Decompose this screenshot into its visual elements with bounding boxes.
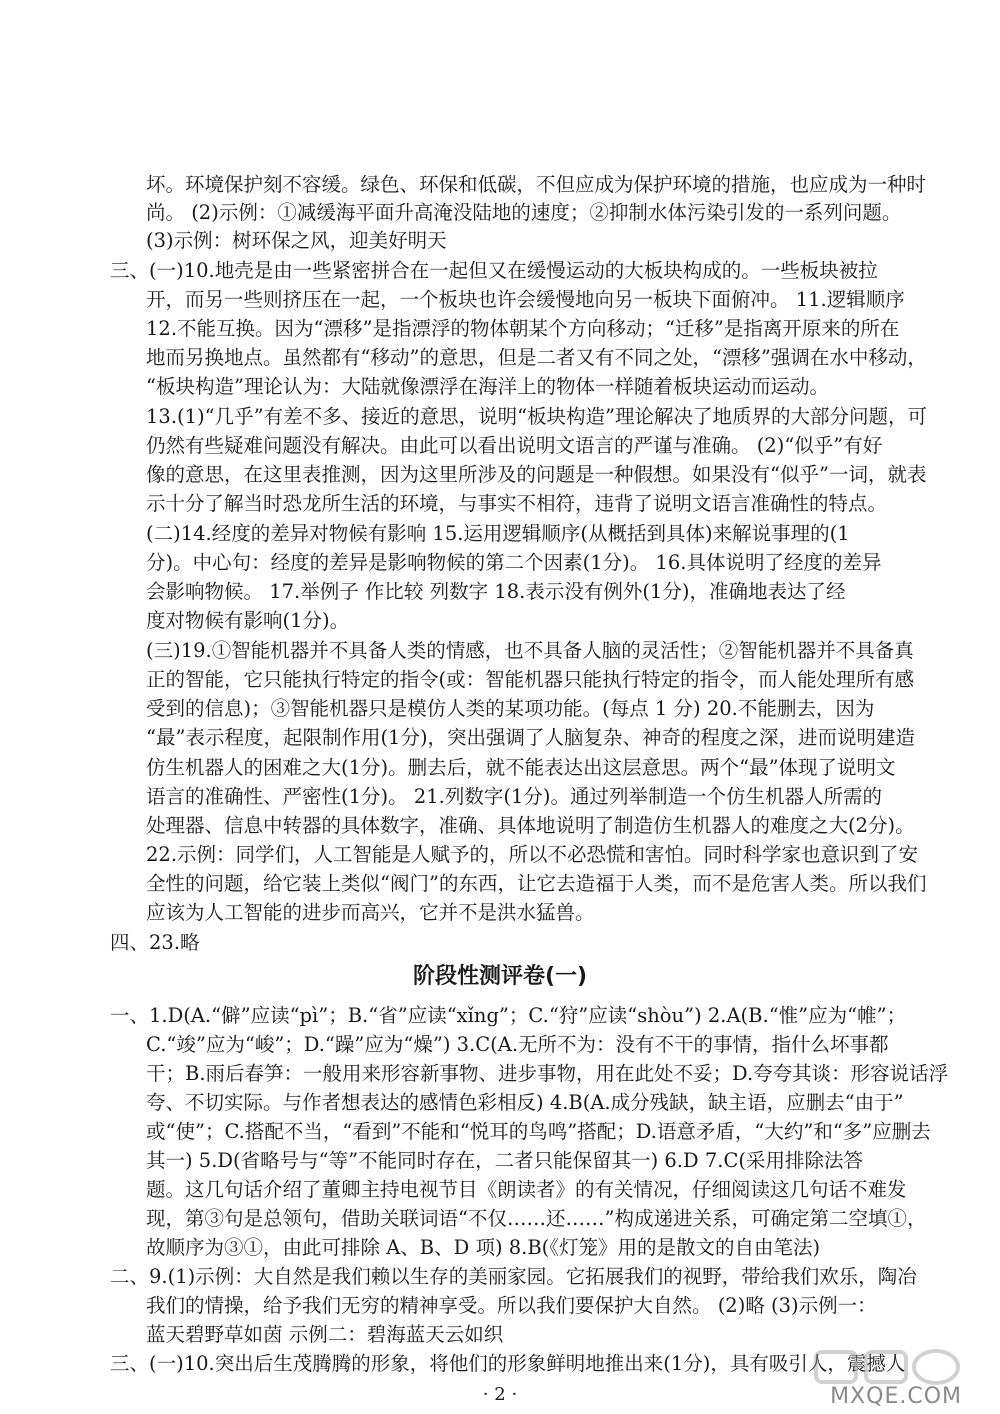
text-line: (3)示例：树环保之风，迎美好明天 [146, 229, 447, 252]
text-line: 正的智能，它只能执行特定的指令(或：智能机器只能执行特定的指令，而人能处理所有感 [146, 668, 915, 691]
text-line: 度对物候有影响(1分)。 [146, 609, 350, 632]
text-line: 其一) 5.D(省略号与“等”不能同时存在，二者只能保留其一) 6.D 7.C(采用排除法答 [146, 1149, 863, 1172]
text-line: “板块构造”理论认为：大陆就像漂浮在海洋上的物体一样随着板块运动而运动。 [146, 375, 829, 398]
text-line: (二)14.经度的差异对物候有影响 15.运用逻辑顺序(从概括到具体)来解说事理的(1 [146, 522, 850, 545]
text-line: 像的意思，在这里表推测，因为这里所涉及的问题是一种假想。如果没有“似乎”一词，就表 [146, 463, 927, 486]
text-line: 语言的准确性、严密性(1分)。 21.列数字(1分)。通过列举制造一个仿生机器人所需的 [146, 785, 882, 808]
text-line: 坏。环境保护刻不容缓。绿色、环保和低碳，不但应成为保护环境的措施，也应成为一种时 [146, 173, 927, 196]
text-line: 分)。中心句：经度的差异是影响物候的第二个因素(1分)。 16.具体说明了经度的差异 [146, 551, 882, 574]
text-line: 现，第③句是总领句，借助关联词语“不仅……还……”构成递进关系，可确定第二空填①， [146, 1207, 927, 1230]
text-line: 地而另换地点。虽然都有“移动”的意思，但是二者又有不同之处，“漂移”强调在水中移动， [146, 346, 927, 369]
text-line: 示十分了解当时恐龙所生活的环境，与事实不相符，违背了说明文语言准确性的特点。 [146, 492, 888, 515]
text-line: (三)19.①智能机器并不具备人类的情感，也不具备人脑的灵活性；②智能机器并不具备真 [146, 639, 914, 662]
text-line: 尚。 (2)示例：①减缓海平面升高淹没陆地的速度；②抑制水体污染引发的一系列问题。 [146, 201, 902, 224]
text-line: “最”表示程度，起限制作用(1分)，突出强调了人脑复杂、神奇的程度之深，进而说明建造 [146, 726, 916, 749]
text-line: 仍然有些疑难问题没有解决。由此可以看出说明文语言的严谨与准确。 (2)“似乎”有好 [146, 434, 883, 457]
text-line: 全性的问题，给它装上类似“阀门”的东西，让它去造福于人类，而不是危害人类。所以我们 [146, 872, 927, 895]
text-line: 12.不能互换。因为“漂移”是指漂浮的物体朝某个方向移动；“迁移”是指离开原来的所在 [146, 317, 900, 340]
text-line: 干；B.雨后春笋：一般用来形容新事物、进步事物，用在此处不妥；D.夸夸其谈：形容说话浮 [146, 1062, 949, 1085]
text-line: 或“使”；C.搭配不当，“看到”不能和“悦耳的鸟鸣”搭配；D.语意矛盾，“大约”和“多”应删去 [146, 1120, 931, 1143]
text-line: 13.(1)“几乎”有差不多、接近的意思，说明“板块构造”理论解决了地质界的大部分问题，可 [146, 405, 928, 428]
text-line: 夸、不切实际。与作者想表达的感情色彩相反) 4.B(A.成分残缺，缺主语，应删去“由于” [146, 1091, 904, 1114]
text-line: 22.示例：同学们，人工智能是人赋予的，所以不必恐慌和害怕。同时科学家也意识到了安 [146, 843, 919, 866]
text-line: 会影响物候。 17.举例子 作比较 列数字 18.表示没有例外(1分)，准确地表达了经 [146, 580, 846, 603]
text-line: 处理器、信息中转器的具体数字，准确、具体地说明了制造仿生机器人的难度之大(2分)。 [146, 814, 915, 837]
text-line: 仿生机器人的困难之大(1分)。删去后，就不能表达出这层意思。两个“最”体现了说明文 [146, 756, 896, 779]
text-line: 故顺序为③①，由此可排除 A、B、D 项) 8.B(《灯笼》用的是散文的自由笔法) [146, 1236, 821, 1259]
text-line: 开，而另一些则挤压在一起，一个板块也许会缓慢地向另一板块下面俯冲。 11.逻辑顺序 [146, 288, 905, 311]
text-line: 二、9.(1)示例：大自然是我们赖以生存的美丽家园。它拓展我们的视野，带给我们欢乐，陶冶 [110, 1265, 917, 1288]
text-line: C.“竣”应为“峻”；D.“躁”应为“燥”) 3.C(A.无所不为：没有不干的事情，指什么坏事都 [146, 1033, 889, 1056]
watermark-text: MXQE.COM [830, 1384, 962, 1409]
text-line: 我们的情操，给予我们无穷的精神享受。所以我们要保护大自然。 (2)略 (3)示例一： [146, 1294, 877, 1317]
section-title: 阶段性测评卷(一) [412, 964, 588, 989]
text-line: 受到的信息)；③智能机器只是模仿人类的某项功能。(每点 1 分) 20.不能删去，因为 [146, 697, 875, 720]
text-line: 一、1.D(A.“僻”应读“pì”；B.“省”应读“xǐng”；C.“狩”应读“shòu”) 2.A(B.“惟”应为“帷”； [110, 1004, 907, 1027]
page-number: · 2 · [482, 1384, 518, 1405]
text-line: 蓝天碧野草如茵 示例二：碧海蓝天云如织 [146, 1323, 504, 1346]
text-line: 三、(一)10.突出后生茂腾腾的形象，将他们的形象鲜明地推出来(1分)，具有吸引人，震撼人 [110, 1352, 906, 1375]
text-line: 题。这几句话介绍了董卿主持电视节目《朗读者》的有关情况，仔细阅读这几句话不难发 [146, 1178, 907, 1201]
text-line: 四、23.略 [110, 931, 200, 954]
text-line: 三、(一)10.地壳是由一些紧密拼合在一起但又在缓慢运动的大板块构成的。一些板块被拉 [110, 259, 878, 282]
text-line: 应该为人工智能的进步而高兴，它并不是洪水猛兽。 [146, 901, 595, 924]
